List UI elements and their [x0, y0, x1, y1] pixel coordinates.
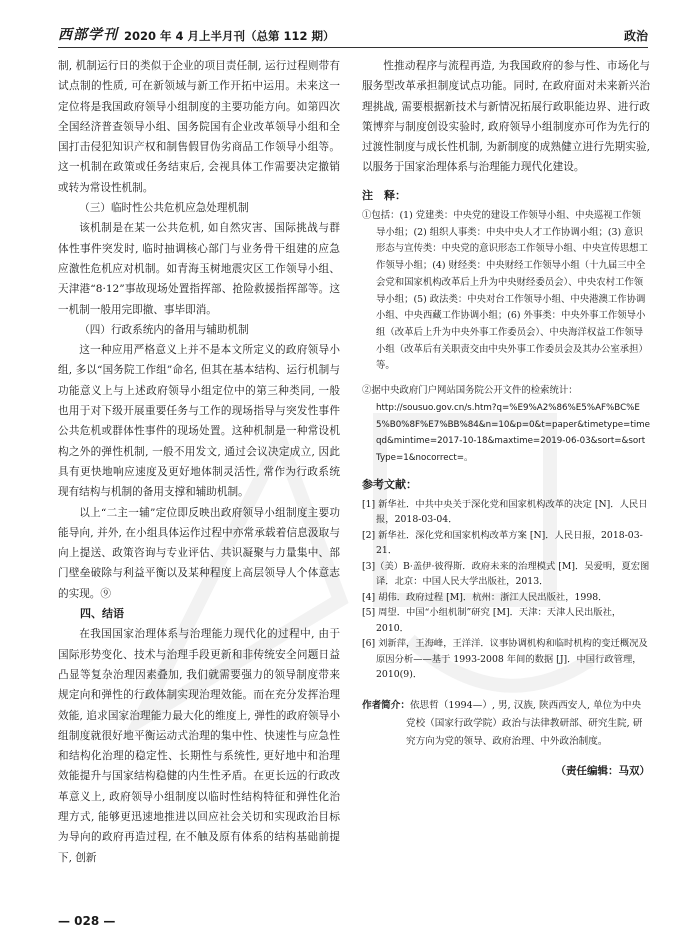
reference-item: [3]（美）B·盖伊·彼得斯．政府未来的治理模式 [M]．吴爱明，夏宏图译．北京：中国人民大学出版社，2013． [362, 560, 650, 588]
running-header [58, 16, 648, 48]
footnote: ①包括：(1) 党建类：中央党的建设工作领导小组、中央巡视工作领导小组；(2) 组织人事类：中央中央人才工作协调小组；(3) 意识形态与宣传类：中央党的意识形态工作领导小组、中央宣传思想工作领导小组；(4) 财经类：中央财经工作领导小组（十九届三中全会党和国家机构改革后上升为中央财经委员会）、中央农村工作领导小组；(5) 政法类：中央对台工作领导小组、中央港澳工作协调小组、中央西藏工作协调小组；(6) 外事类：中央外事工作领导小组（改革后上升为中央外事工作委员会）、中央海洋权益工作领导小组（改革后有关职责交由中央外事工作委员会及其办公室承担）等。 [362, 210, 648, 372]
paragraph: 性推动程序与流程再造, 为我国政府的参与性、市场化与服务型改革承担制度试点功能。同时, 在政府面对未来新兴治理挑战, 需要根据新技术与新情况拓展行政职能边界、进行政策博弈与制度创设实验时, 政府领导小组制度亦可作为先行的过渡性制度与成长性机制, 为新制度的成熟健立进行先期实验, 以服务于国家治理体系与治理能力现代化建设。 [362, 60, 650, 174]
paragraph: 以上“二主一辅”定位即反映出政府领导小组制度主要功能导向, 并外, 在小组具体运作过程中亦常承载着信息汲取与向上提送、政策咨询与专业评估、共识凝聚与力量集中、部门壁垒破除与利益平衡以及某种程度上高层领导人个体意志的实现。⑨ [58, 506, 340, 600]
responsible-editor: （责任编辑：马双） [555, 764, 650, 777]
footnote-label: ②据中央政府门户网站国务院公开文件的检索统计： [362, 385, 578, 397]
section-heading: 四、结语 [80, 607, 124, 621]
author-bio-label: 作者简介： [362, 699, 410, 711]
section-label: 政治 [623, 29, 648, 43]
footnote [362, 383, 650, 467]
issue-info: 2020 年 4 月上半月刊（总第 112 期） [124, 29, 335, 43]
reference-item: [2] 新华社．深化党和国家机构改革方案 [N]．人民日报，2018-03-21． [362, 529, 643, 557]
paragraph: 制, 机制运行日的类似于企业的项目责任制, 运行过程则带有试点制的性质, 可在新领域与新工作开拓中运用。未来这一定位将是我国政府领导小组制度的主要功能方向。如第四次全国经济普查领导小组、国务院国有企业改革领导小组和全国打击侵犯知识产权和制售假冒伪劣商品工作领导小组等。这一机制在政策或任务结束后, 会视具体工作需要决定撤销或转为常设性机制。 [58, 60, 340, 194]
paragraph: 这一种应用严格意义上并不是本文所定义的政府领导小组, 多以“国务院工作组”命名, 但其在基本结构、运行机制与功能意义上与上述政府领导小组定位中的第三种类同, 一般也用于对下级开展重要任务与工作的现场指导与突发性事件公共危机或群体性事件的现场处置。这种机制是一种常设机构之外的弹性机制, 一般不用发文, 通过会议决定成立, 因此具有更快地响应速度及更好地体制灵活性, 常作为行政系统现有结构与机制的备用支撑和辅助机制。 [58, 344, 340, 499]
reference-item: [4] 胡伟．政府过程 [M]．杭州：浙江人民出版社，1998． [362, 591, 608, 603]
footnote-url: http://sousuo.gov.cn/s.htm?q=%E9%A2%86%E5%AF%BC%E5%B0%8F%E7%BB%84&n=10&p=0&t=paper&timetype=timeqd&mintime=2017-10-18&maxtime=2019-06-03&sort=&sortType=1&nocorrect=。 [376, 402, 650, 463]
reference-item: [5] 周望．中国“小组机制”研究 [M]．天津：天津人民出版社，2010． [362, 607, 622, 634]
reference-item: [1] 新华社．中共中央关于深化党和国家机构改革的决定 [N]．人民日报，2018-03-04． [362, 498, 648, 526]
author-bio [362, 697, 650, 751]
author-bio-text: 依思哲（1994—）, 男, 汉族, 陕西西安人, 单位为中央党校（国家行政学院）政治与法律教研部、研究生院, 研究方向为党的领导、政府治理、中外政治制度。 [406, 699, 643, 747]
journal-logo: 西部学刊 [58, 27, 118, 43]
subheading: （四）行政系统内的备用与辅助机制 [79, 323, 249, 336]
header-left [58, 24, 335, 44]
paragraph: 该机制是在某一公共危机, 如自然灾害、国际挑战与群体性事件突发时, 临时抽调核心部门与业务骨干组建的应急应激性危机应对机制。如青海玉树地震灾区工作领导小组、天津港“8·12”事故现场处置指挥部、抢险救援指挥部等。这一机制一般用完即撤、事毕即消。 [58, 222, 340, 316]
notes-heading: 注 释： [362, 188, 406, 202]
subheading: （三）临时性公共危机应急处理机制 [79, 202, 249, 215]
reference-item: [6] 刘新萍，王海峰，王洋洋．议事协调机构和临时机构的变迁概况及原因分析——基于 1993-2008 年间的数据 [J]．中国行政管理，2010(9)． [362, 638, 648, 681]
right-column [362, 56, 650, 781]
paragraph: 在我国国家治理体系与治理能力现代化的过程中, 由于国际形势变化、技术与治理手段更新和非传统安全问题日益凸显等复杂治理因素叠加, 我们就需要强力的领导制度带来规定向和弹性的行政体制实现治理效能。而在充分发挥治理效能, 追求国家治理能力最大化的维度上, 弹性的政府领导小组制度就很好地平衡运动式治理的集中性、快速性与应急性和结构化治理的稳定性、长期性与系统性, 更好地中和治理效能提升与国家结构稳健的内生性矛盾。在更长远的行政改革意义上, 政府领导小组制度以临时性结构特征和弹性化治理方式, 能够更迅速地推进以回应社会关切和实现政治目标为导向的政府再造过程, 在不触及原有体系的结构基础前提下, 创新 [58, 628, 340, 864]
references-heading: 参考文献： [362, 477, 417, 491]
left-column [58, 56, 340, 868]
page-number: — 028 — [58, 914, 116, 928]
